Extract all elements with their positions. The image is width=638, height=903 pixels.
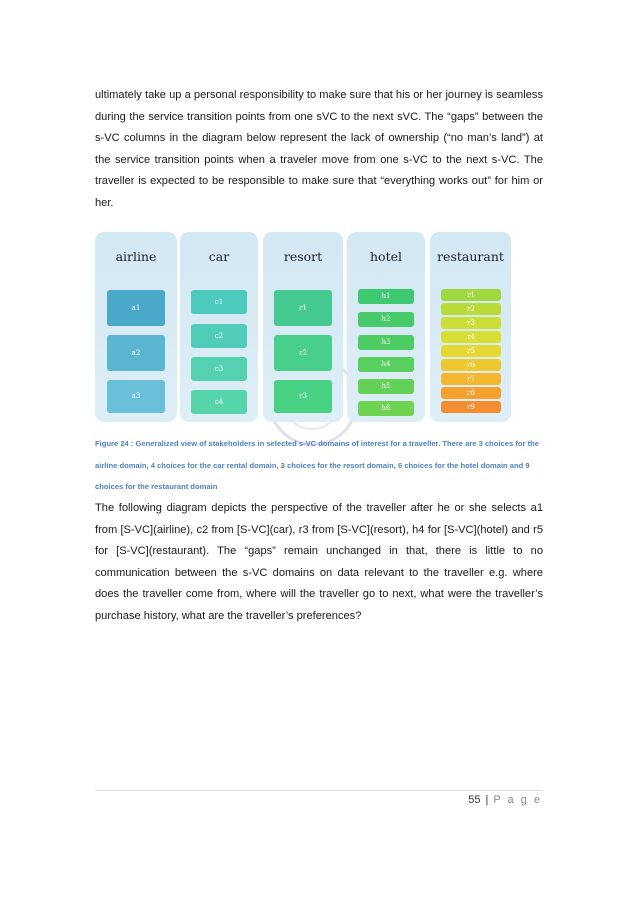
choice-box-resort-r2: r2	[274, 335, 332, 371]
body-paragraph-1: ultimately take up a personal responsibility to make sure that his or her journey is seamless during the service transition points from one sVC to the next sVC. The “gaps” between the s-VC columns in the diagram below represent the lack of ownership (“no man’s land”) at the service transition points when a traveler move from one s-VC to the next s-VC. The traveller is expected to be responsible to make sure that “everything works out” for him or her.	[95, 89, 543, 209]
choice-box-restaurant-r7: r7	[441, 373, 501, 385]
footer-separator: |	[485, 794, 489, 806]
choice-box-restaurant-r8: r8	[441, 387, 501, 399]
choice-box-restaurant-r5: r5	[441, 345, 501, 357]
column-title-car: car	[208, 249, 230, 264]
choice-box-restaurant-r1: r1	[441, 289, 501, 301]
column-title-restaurant: restaurant	[437, 249, 504, 264]
column-car	[180, 232, 258, 422]
page-number: 55	[468, 794, 481, 806]
choice-box-c3: c3	[191, 357, 247, 381]
column-title-resort: resort	[283, 249, 323, 264]
choice-box-restaurant-r4: r4	[441, 331, 501, 343]
column-title-hotel: hotel	[370, 249, 402, 264]
choice-box-restaurant-r3: r3	[441, 317, 501, 329]
column-restaurant	[430, 232, 511, 422]
column-airline	[95, 232, 177, 422]
choice-box-h4: h4	[358, 357, 414, 372]
page-label: P a g e	[493, 794, 542, 806]
figure-caption: Figure 24 : Generalized view of stakeholders in selected s-VC domains of interest for a traveller. There are 3 choices for the airline domain, 4 choices for the car rental domain, 3 choices for the resort domain, 6 choices for the hotel domain and 9 choices for the restaurant domain	[95, 439, 539, 491]
choice-box-c4: c4	[191, 390, 247, 414]
column-title-airline: airline	[115, 249, 157, 264]
choice-box-resort-r1: r1	[274, 290, 332, 326]
choice-box-h3: h3	[358, 335, 414, 350]
column-resort	[263, 232, 343, 422]
column-hotel	[347, 232, 425, 422]
page-footer	[468, 794, 542, 806]
choice-box-restaurant-r9: r9	[441, 401, 501, 413]
choice-box-restaurant-r2: r2	[441, 303, 501, 315]
choice-box-resort-r3: r3	[274, 380, 332, 413]
choice-box-a3: a3	[107, 380, 165, 413]
choice-box-h5: h5	[358, 379, 414, 394]
choice-box-restaurant-r6: r6	[441, 359, 501, 371]
choice-box-c2: c2	[191, 324, 247, 348]
choice-box-h1: h1	[358, 289, 414, 304]
choice-box-h6: h6	[358, 401, 414, 416]
choice-box-h2: h2	[358, 312, 414, 327]
choice-box-a1: a1	[107, 290, 165, 326]
choice-box-c1: c1	[191, 290, 247, 314]
footer-divider	[95, 790, 543, 791]
body-paragraph-2: The following diagram depicts the perspective of the traveller after he or she selects a1 from [S-VC](airline), c2 from [S-VC](car), r3 from [S-VC](resort), h4 for [S-VC](hotel) and r5 for [S-VC](restaurant). The “gaps” remain unchanged in that, there is little to no communication between the s-VC domains on data relevant to the traveller e.g. where does the traveller come from, where will the traveller go to next, what were the traveller’s purchase history, what are the traveller’s preferences?	[95, 502, 543, 622]
choice-box-a2: a2	[107, 335, 165, 371]
